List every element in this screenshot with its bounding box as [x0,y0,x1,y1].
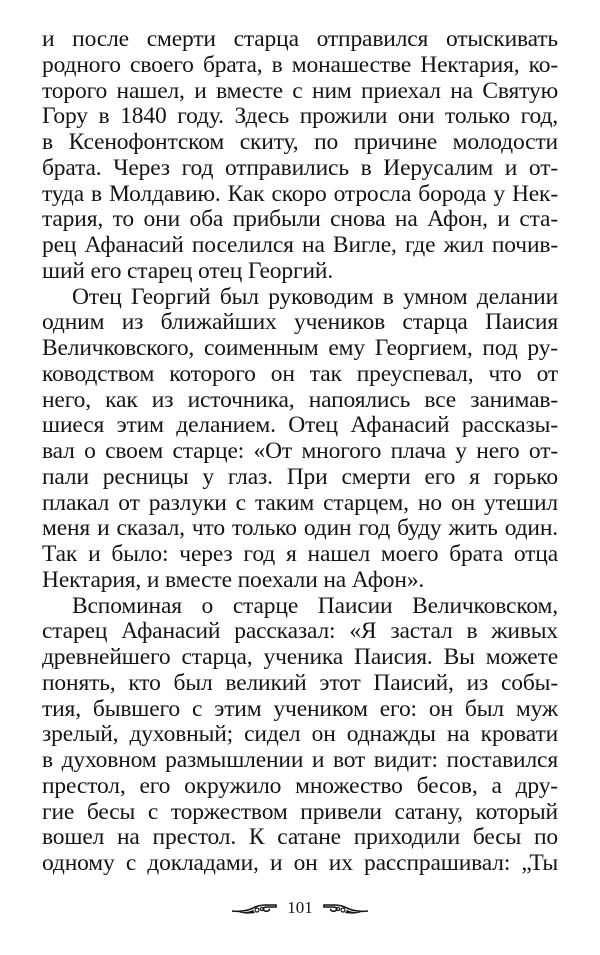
text-line: туда в Молдавию. Как скоро отросла борода у Нек- [42,180,558,207]
fleuron-right-icon [323,901,369,915]
text-line: родного своего брата, в монашестве Нектария, ко- [42,51,558,78]
page-body [42,27,558,877]
text-line: древнейшего старца, ученика Паисия. Вы можете [42,644,558,670]
text-line: Отец Георгий был руководим в умном делании [72,283,558,310]
text-line: гие бесы с торжеством привели сатану, который [42,798,558,825]
text-line: пали ресницы у глаз. При смерти его я горько [42,463,558,490]
page-footer [0,898,600,918]
fleuron-left-icon [231,901,277,915]
text-line: Вспоминая о старце Паисии Величковском, [72,592,558,619]
paragraph-3 [42,594,558,877]
text-line: тария, то они оба прибыли снова на Афон, и ста- [42,206,558,233]
page-number: 101 [287,898,313,917]
text-line: ший его старец отец Георгий. [42,257,334,284]
text-line: понять, кто был великий этот Паисий, из собы- [42,669,558,696]
text-line: Так и было: через год я нашел моего брата отца [42,541,558,567]
text-line: в духовном размышлении и вот видит: поставился [42,747,558,773]
text-line: тия, бывшего с этим учеником его: он был муж [42,695,558,722]
text-line: старец Афанасий рассказал: «Я застал в живых [42,618,558,645]
paragraph-2 [42,285,558,594]
text-line: престол, его окружило множество бесов, а дру- [42,772,558,799]
text-line: торого нашел, и вместе с ним приехал на Святую [42,77,558,104]
text-line: одним из ближайших учеников старца Паисия [42,309,558,336]
text-line: Нектария, и вместе поехали на Афон». [42,566,425,593]
text-line: плакал от разлуки с таким старцем, но он утешил [42,489,558,516]
text-line: брата. Через год отправились в Иерусалим и от- [42,154,558,181]
paragraph-1 [42,27,558,285]
text-line: зрелый, духовный; сидел он однажды на кровати [42,721,558,748]
text-line: вошел на престол. К сатане приходили бесы по [42,824,558,851]
text-line: меня и сказал, что только один год буду жить один. [42,515,558,542]
text-line: в Ксенофонтском скиту, по причине молодости [42,129,558,155]
text-line: него, как из источника, напоялись все занимав- [42,386,558,413]
text-line: рец Афанасий поселился на Вигле, где жил почив- [42,232,558,258]
text-line: вал о своем старце: «От многого плача у него от- [42,438,558,464]
text-line: Величковского, соименным ему Георгием, под ру- [42,335,558,361]
text-line: ководством которого он так преуспевал, что от [42,360,558,387]
text-line: шиеся этим деланием. Отец Афанасий рассказы- [42,412,558,439]
text-line: и после смерти старца отправился отыскивать [42,26,558,52]
text-line: одному с докладами, и он их расспрашивал: „Ты [42,850,558,876]
text-line: Гору в 1840 году. Здесь прожили они только год, [42,103,558,130]
